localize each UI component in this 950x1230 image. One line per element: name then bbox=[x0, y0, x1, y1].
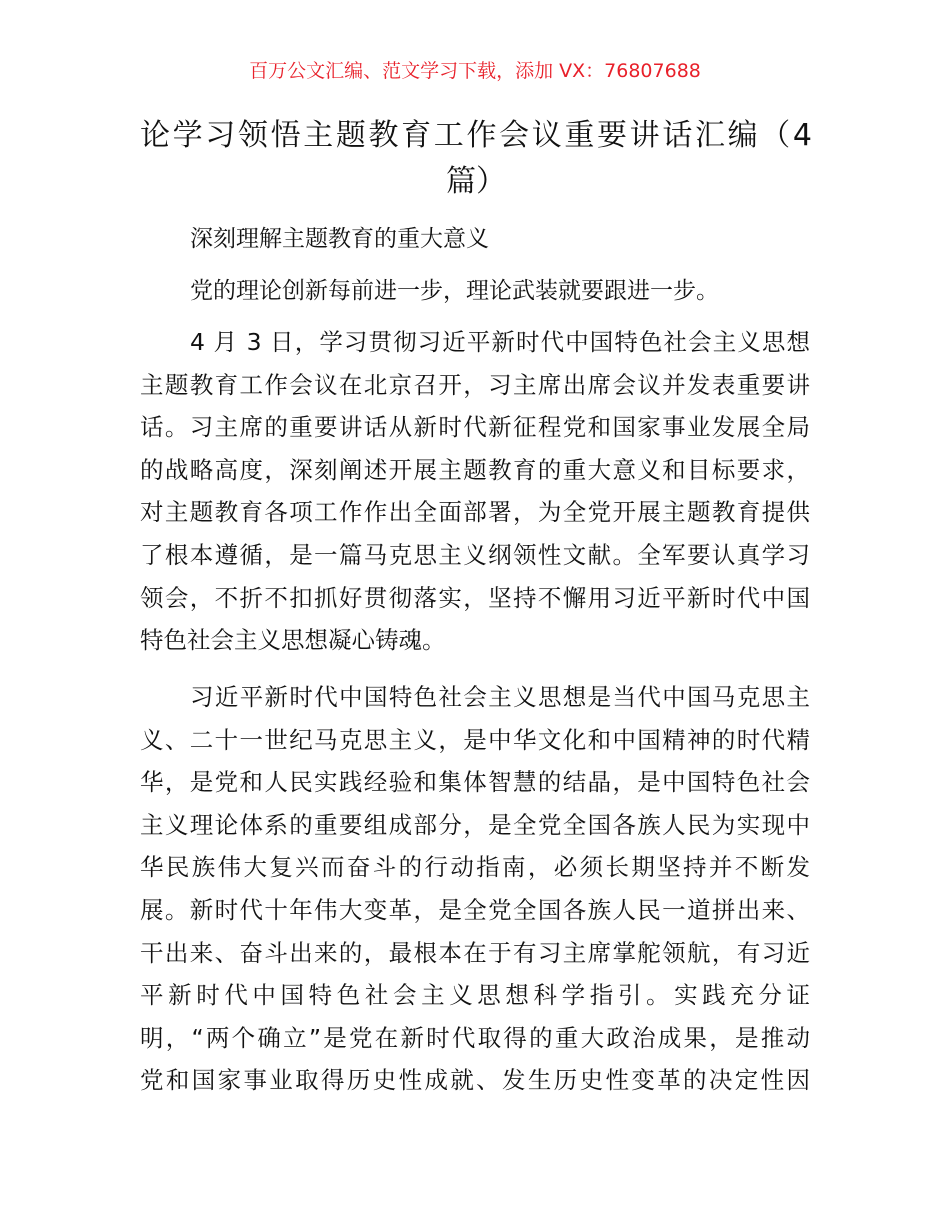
text-line: 华民族伟大复兴而奋斗的行动指南，必须长期坚持并不断发 bbox=[140, 853, 810, 882]
lead-paragraph: 党的理论创新每前进一步，理论武装就要跟进一步。 bbox=[190, 278, 719, 304]
text-line: 习近平新时代中国特色社会主义思想是当代中国马克思主 bbox=[190, 683, 810, 711]
text-line: 的战略高度，深刻阐述开展主题教育的重大意义和目标要求， bbox=[140, 455, 810, 484]
text-line: 话。习主席的重要讲话从新时代新征程党和国家事业发展全局 bbox=[140, 413, 810, 442]
text-line: 党和国家事业取得历史性成就、发生历史性变革的决定性因 bbox=[140, 1066, 810, 1095]
document-title bbox=[140, 113, 812, 205]
text-line: 4 月 3 日，学习贯彻习近平新时代中国特色社会主义思想 bbox=[190, 328, 810, 356]
text-line: 领会，不折不扣抓好贯彻落实，坚持不懈用习近平新时代中国 bbox=[140, 583, 810, 612]
text-line: 对主题教育各项工作作出全面部署，为全党开展主题教育提供 bbox=[140, 498, 810, 527]
text-line: 明，“两个确立”是党在新时代取得的重大政治成果，是推动 bbox=[140, 1023, 810, 1052]
paragraph-2 bbox=[140, 676, 810, 1102]
section-heading: 深刻理解主题教育的重大意义 bbox=[190, 226, 489, 252]
text-line: 了根本遵循，是一篇马克思主义纲领性文献。全军要认真学习 bbox=[140, 540, 810, 569]
text-line: 义、二十一世纪马克思主义，是中华文化和中国精神的时代精 bbox=[140, 725, 810, 754]
watermark-header: 百万公文汇编、范文学习下载，添加 VX：76807688 bbox=[249, 60, 701, 82]
title-line-1: 论学习领悟主题教育工作会议重要讲话汇编（4 bbox=[140, 118, 812, 153]
text-line: 主义理论体系的重要组成部分，是全党全国各族人民为实现中 bbox=[140, 810, 810, 839]
text-line: 展。新时代十年伟大变革，是全党全国各族人民一道拼出来、 bbox=[140, 895, 810, 924]
text-line: 华，是党和人民实践经验和集体智慧的结晶，是中国特色社会 bbox=[140, 768, 810, 797]
text-line: 干出来、奋斗出来的，最根本在于有习主席掌舵领航，有习近 bbox=[140, 938, 810, 967]
text-line: 主题教育工作会议在北京召开，习主席出席会议并发表重要讲 bbox=[140, 370, 810, 399]
text-line: 平新时代中国特色社会主义思想科学指引。实践充分证 bbox=[140, 981, 810, 1010]
paragraph-1 bbox=[140, 321, 810, 662]
title-line-2: 篇） bbox=[446, 164, 506, 199]
text-line: 特色社会主义思想凝心铸魂。 bbox=[140, 626, 446, 655]
